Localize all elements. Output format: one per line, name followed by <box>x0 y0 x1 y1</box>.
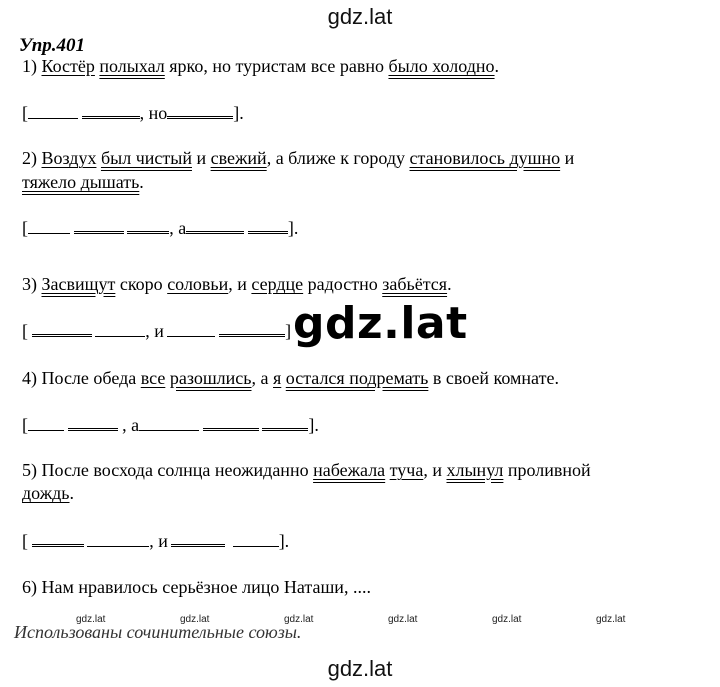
sentence-2-cont: тяжело дышать. <box>22 172 144 192</box>
sentence-4: 4) После обеда все разошлись, а я остался подремать в своей комнате. <box>22 368 559 388</box>
predicate: Засвищут <box>41 274 116 294</box>
sentence-5-cont: дождь. <box>22 483 75 503</box>
predicate: свежий <box>210 148 267 168</box>
subject: я <box>273 368 282 388</box>
predicate: забьётся <box>382 274 448 294</box>
predicate: тяжело дышать <box>22 172 140 192</box>
subject: туча <box>389 460 424 480</box>
subject: соловьи <box>167 274 229 294</box>
watermark-small: gdz.lat <box>180 614 210 625</box>
footer-note: Использованы сочинительные союзы. <box>14 622 302 642</box>
subject: сердце <box>251 274 304 294</box>
watermark-small: gdz.lat <box>492 614 522 625</box>
sentence-5: 5) После восхода солнца неожиданно набежала туча, и хлынул проливной <box>22 460 591 480</box>
watermark-bottom: gdz.lat <box>327 656 393 681</box>
predicate: хлынул <box>446 460 504 480</box>
predicate: было холодно <box>388 56 495 76</box>
predicate: был чистый <box>100 148 192 168</box>
watermark-small: gdz.lat <box>596 614 626 625</box>
scheme-5: [ , и ]. <box>22 531 290 551</box>
watermark-small: gdz.lat <box>284 614 314 625</box>
sentence-3: 3) Засвищут скоро соловьи, и сердце радостно забьётся. <box>22 274 452 294</box>
watermark-top: gdz.lat <box>327 4 393 29</box>
subject: дождь <box>22 483 70 503</box>
sentence-1: 1) Костёр полыхал ярко, но туристам все равно было холодно. <box>22 56 500 76</box>
predicate: полыхал <box>99 56 165 76</box>
watermark-small: gdz.lat <box>76 614 106 625</box>
sentence-2: 2) Воздух был чистый и свежий, а ближе к городу становилось душно и <box>22 148 575 168</box>
subject: все <box>140 368 166 388</box>
scheme-1: [ , но ]. <box>22 103 244 123</box>
predicate: становилось душно <box>409 148 561 168</box>
exercise-title: Упр.401 <box>19 35 86 56</box>
watermark-center: gdz.lat <box>293 298 468 349</box>
predicate: набежала <box>313 460 386 480</box>
subject: Воздух <box>41 148 97 168</box>
predicate: остался подремать <box>285 368 429 388</box>
scheme-3: [ , и ] <box>22 321 292 341</box>
sentence-6: 6) Нам нравилось серьёзное лицо Наташи, .... <box>22 577 371 597</box>
predicate: разошлись <box>169 368 252 388</box>
watermark-small: gdz.lat <box>388 614 418 625</box>
scheme-4: [ , а ]. <box>22 415 319 435</box>
scheme-2: [ , а ]. <box>22 218 299 238</box>
subject: Костёр <box>41 56 95 76</box>
